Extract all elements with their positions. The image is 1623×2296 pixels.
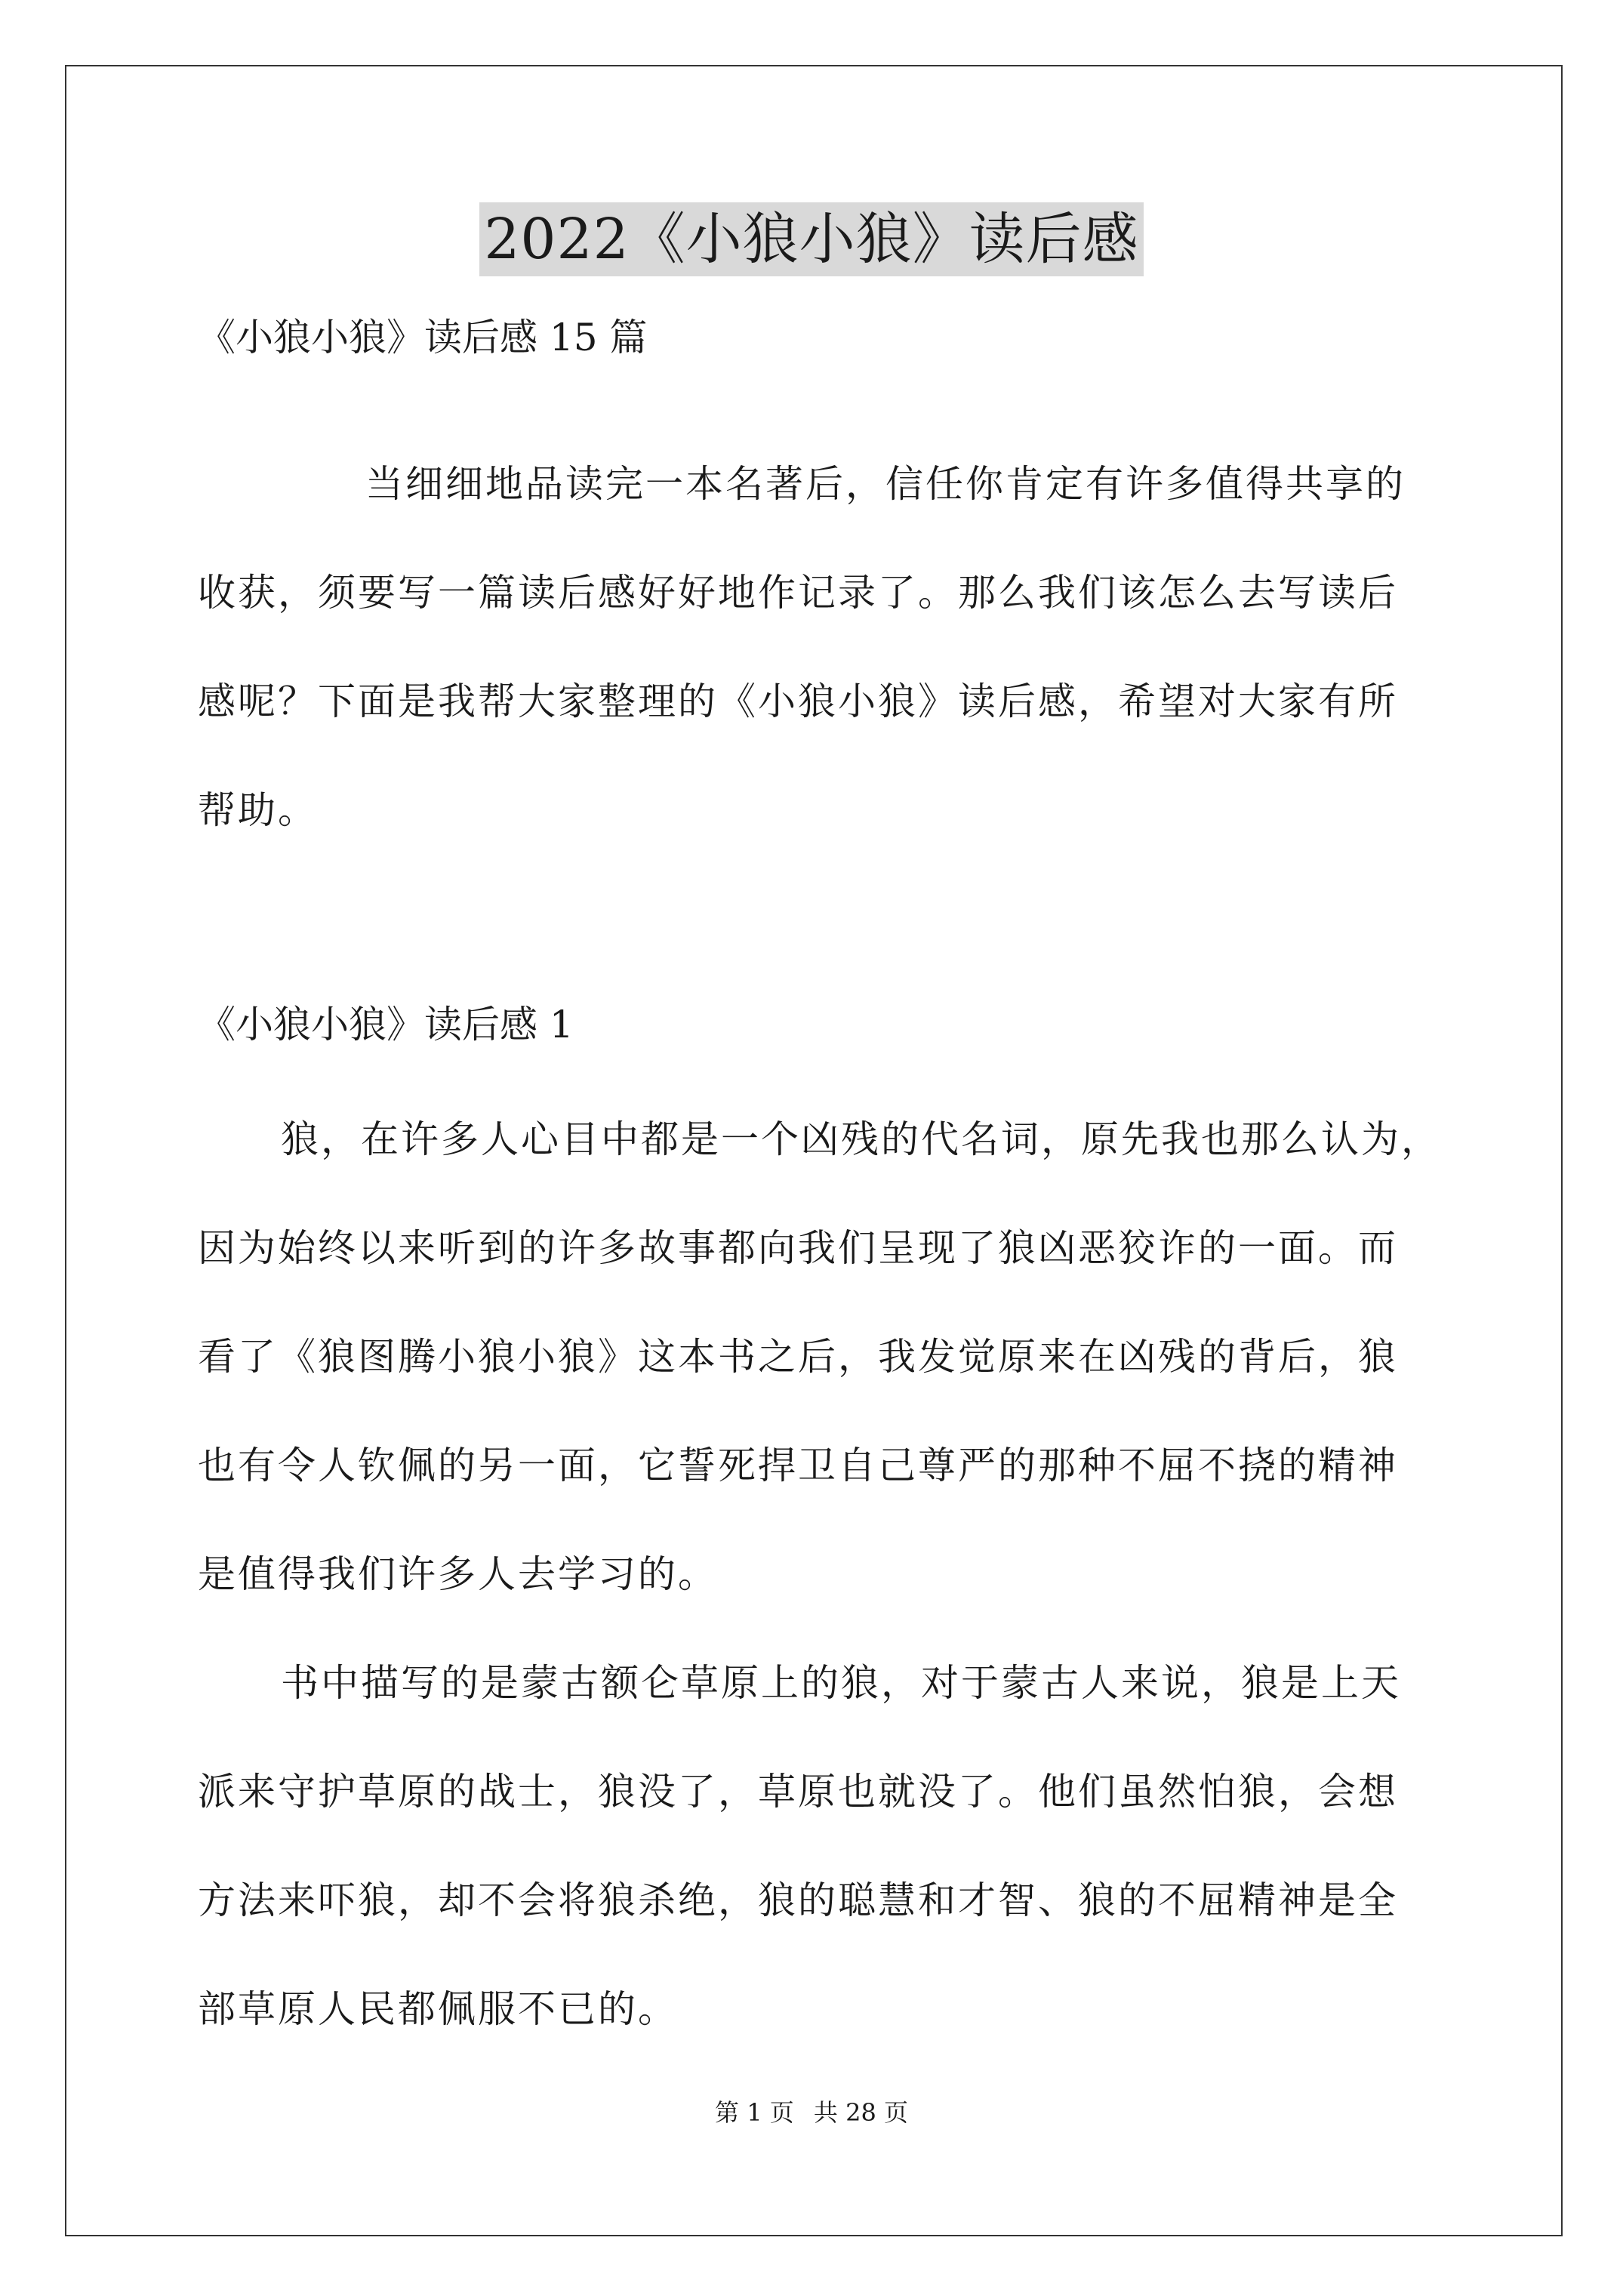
paragraph-line: 狼，在许多人心目中都是一个凶残的代名词，原先我也那么认为， <box>281 1117 1441 1161</box>
document-title: 2022《小狼小狼》读后感 <box>479 202 1143 276</box>
paragraph-line: 部草原人民都佩服不已的。 <box>198 1987 678 2031</box>
paragraph-line: 看了《狼图腾小狼小狼》这本书之后，我发觉原来在凶残的背后，狼 <box>198 1335 1398 1379</box>
intro-line: 当细细地品读完一本名著后，信任你肯定有许多值得共享的 <box>365 462 1406 506</box>
section-heading: 《小狼小狼》读后感 1 <box>198 1003 574 1046</box>
page-total: 共 28 页 <box>813 2098 908 2127</box>
page-number: 第 1 页 <box>715 2098 794 2127</box>
intro-line: 帮助。 <box>198 788 318 832</box>
paragraph-line: 也有令人钦佩的另一面，它誓死捍卫自己尊严的那种不屈不挠的精神 <box>198 1444 1398 1487</box>
intro-line: 感呢？下面是我帮大家整理的《小狼小狼》读后感，希望对大家有所 <box>198 680 1398 723</box>
page-footer <box>0 2096 1623 2129</box>
title-container <box>0 202 1623 276</box>
paragraph-line: 派来守护草原的战士，狼没了，草原也就没了。他们虽然怕狼，会想 <box>198 1770 1398 1814</box>
paragraph-line: 方法来吓狼，却不会将狼杀绝，狼的聪慧和才智、狼的不屈精神是全 <box>198 1878 1398 1922</box>
intro-line: 收获，须要写一篇读后感好好地作记录了。那么我们该怎么去写读后 <box>198 571 1398 615</box>
document-subtitle: 《小狼小狼》读后感 15 篇 <box>198 316 648 359</box>
paragraph-line: 是值得我们许多人去学习的。 <box>198 1552 718 1596</box>
paragraph-line: 书中描写的是蒙古额仑草原上的狼，对于蒙古人来说，狼是上天 <box>281 1661 1401 1705</box>
paragraph-line: 因为始终以来听到的许多故事都向我们呈现了狼凶恶狡诈的一面。而 <box>198 1226 1398 1270</box>
